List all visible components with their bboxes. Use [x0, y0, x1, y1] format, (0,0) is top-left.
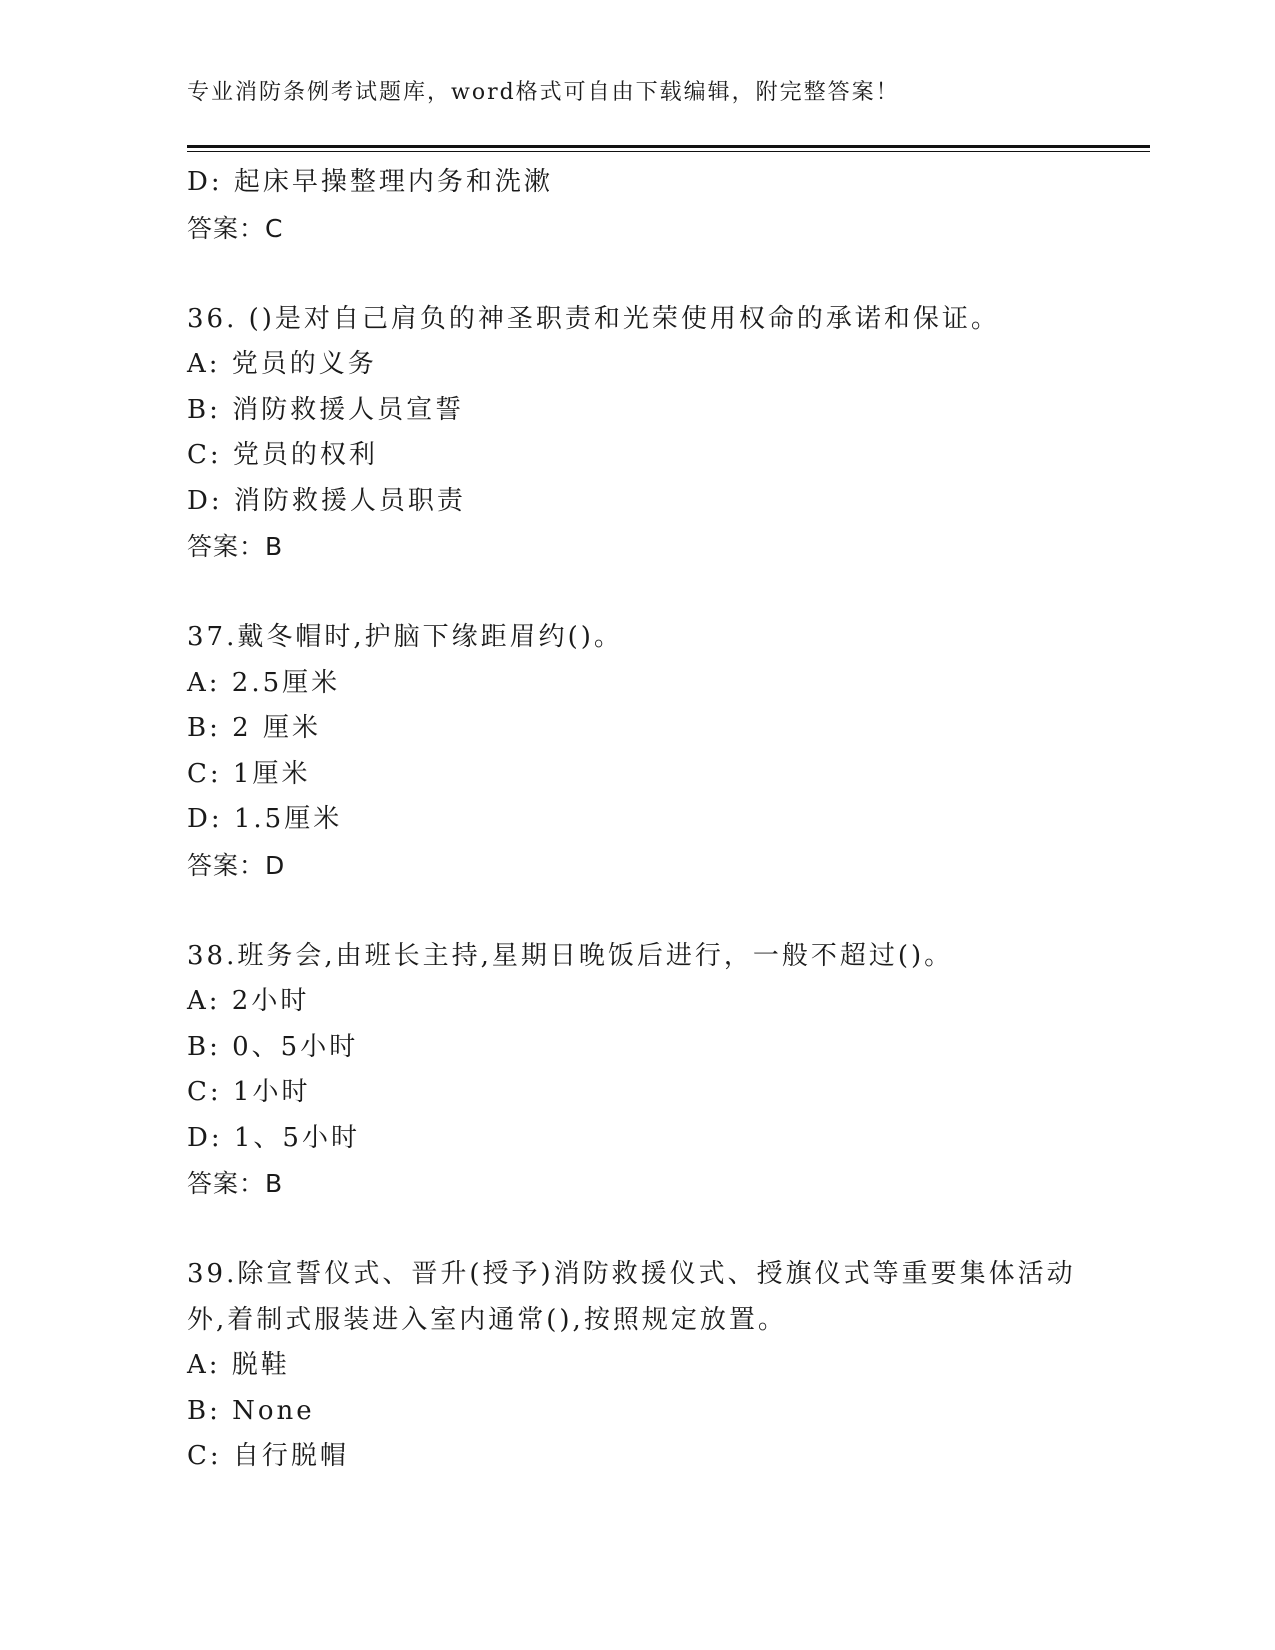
option-d: D: 1、5小时	[187, 1122, 360, 1153]
option-c: C: 1小时	[187, 1077, 311, 1107]
option-b: B: 2 厘米	[187, 713, 321, 743]
option-b: B: 消防救援人员宣誓	[187, 394, 465, 425]
question-text-line-2: 外,着制式服装进入室内通常(),按照规定放置。	[187, 1304, 787, 1335]
question-35-tail	[187, 160, 1087, 251]
option-c: C: 党员的权利	[187, 440, 378, 470]
answer: 答案：B	[187, 1169, 284, 1198]
question-37	[187, 615, 1087, 888]
page-header: 专业消防条例考试题库，word格式可自由下载编辑，附完整答案！	[187, 80, 900, 105]
option-d: D: 起床早操整理内务和洗漱	[187, 167, 553, 197]
document-body	[187, 160, 1087, 1480]
header-rule-thin	[187, 151, 1150, 152]
question-38	[187, 934, 1087, 1207]
option-c: C: 自行脱帽	[187, 1441, 349, 1471]
option-a: A: 脱鞋	[187, 1350, 290, 1380]
option-a: A: 党员的义务	[187, 349, 377, 379]
option-b: B: None	[187, 1395, 315, 1426]
header-rule-thick	[187, 145, 1150, 148]
option-d: D: 消防救援人员职责	[187, 485, 466, 516]
option-a: A: 2小时	[187, 986, 310, 1016]
answer: 答案：B	[187, 532, 284, 561]
option-c: C: 1厘米	[187, 758, 311, 789]
question-text: 36. ()是对自己肩负的神圣职责和光荣使用权命的承诺和保证。	[187, 303, 1000, 334]
answer: 答案：C	[187, 213, 284, 243]
option-a: A: 2.5厘米	[187, 667, 341, 698]
option-d: D: 1.5厘米	[187, 804, 343, 834]
question-39	[187, 1252, 1087, 1480]
question-text: 37.戴冬帽时,护脑下缘距眉约()。	[187, 622, 623, 652]
question-36	[187, 297, 1087, 570]
option-b: B: 0、5小时	[187, 1031, 359, 1062]
question-text-line-1: 39.除宣誓仪式、晋升(授予)消防救援仪式、授旗仪式等重要集体活动	[187, 1259, 1076, 1289]
question-text: 38.班务会,由班长主持,星期日晚饭后进行，一般不超过()。	[187, 940, 954, 971]
answer: 答案：D	[187, 850, 286, 880]
